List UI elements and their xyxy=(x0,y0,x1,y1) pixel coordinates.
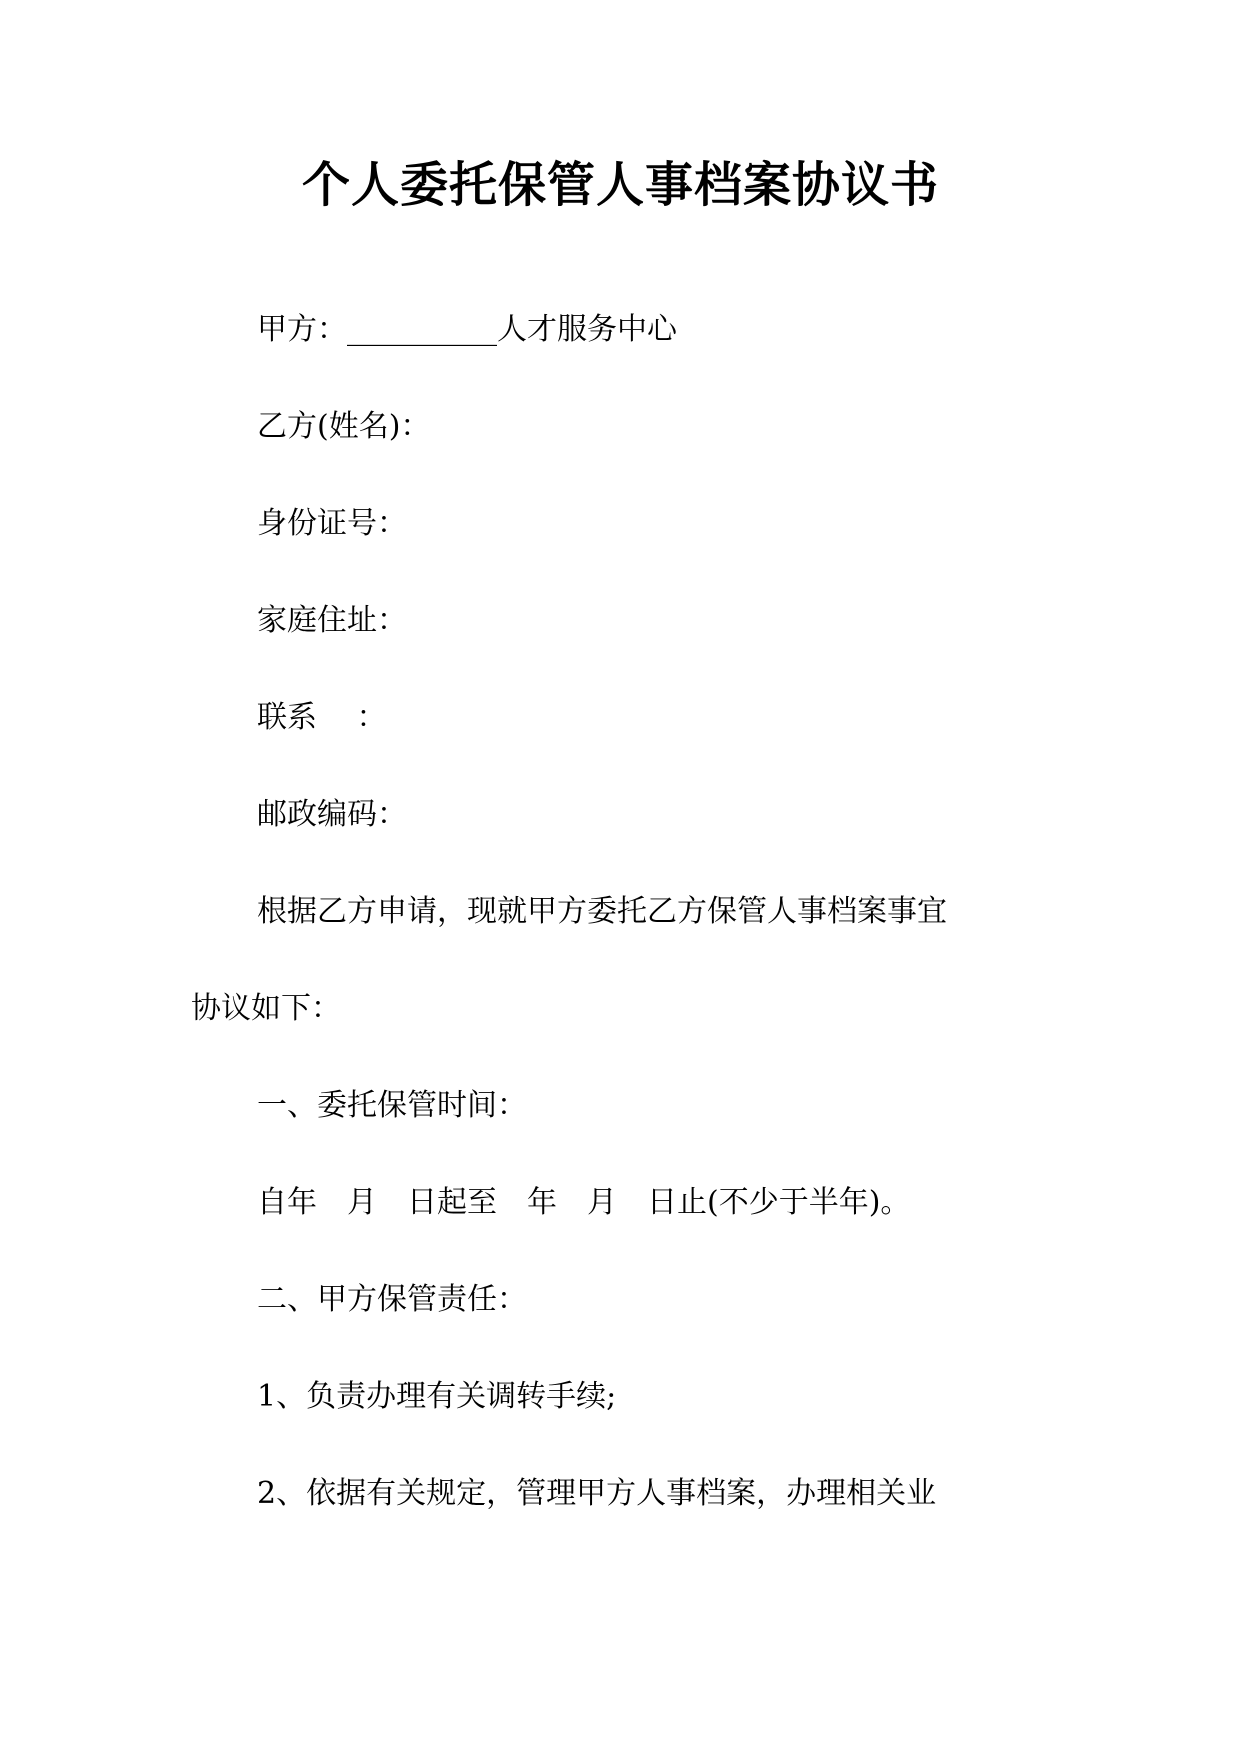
clause-1-line: 1、负责办理有关调转手续; xyxy=(257,1379,617,1414)
document-title: 个人委托保管人事档案协议书 xyxy=(301,157,939,213)
id-number-line: 身份证号： xyxy=(257,506,407,541)
intro-paragraph-continuation: 协议如下： xyxy=(191,991,341,1026)
term-period-line: 自年 月 日起至 年 月 日止(不少于半年)。 xyxy=(257,1185,911,1220)
section-2-heading: 二、甲方保管责任： xyxy=(257,1282,527,1317)
contact-line: 联系 ： xyxy=(257,700,387,735)
home-address-line: 家庭住址： xyxy=(257,603,407,638)
clause-2-line: 2、依据有关规定，管理甲方人事档案，办理相关业 xyxy=(257,1476,937,1511)
intro-paragraph-line: 根据乙方申请，现就甲方委托乙方保管人事档案事宜 xyxy=(257,894,947,929)
postal-code-line: 邮政编码： xyxy=(257,797,407,832)
party-a-line: 甲方：__________人才服务中心 xyxy=(257,312,677,347)
party-b-name-line: 乙方(姓名)： xyxy=(257,409,431,444)
section-1-heading: 一、委托保管时间： xyxy=(257,1088,527,1123)
